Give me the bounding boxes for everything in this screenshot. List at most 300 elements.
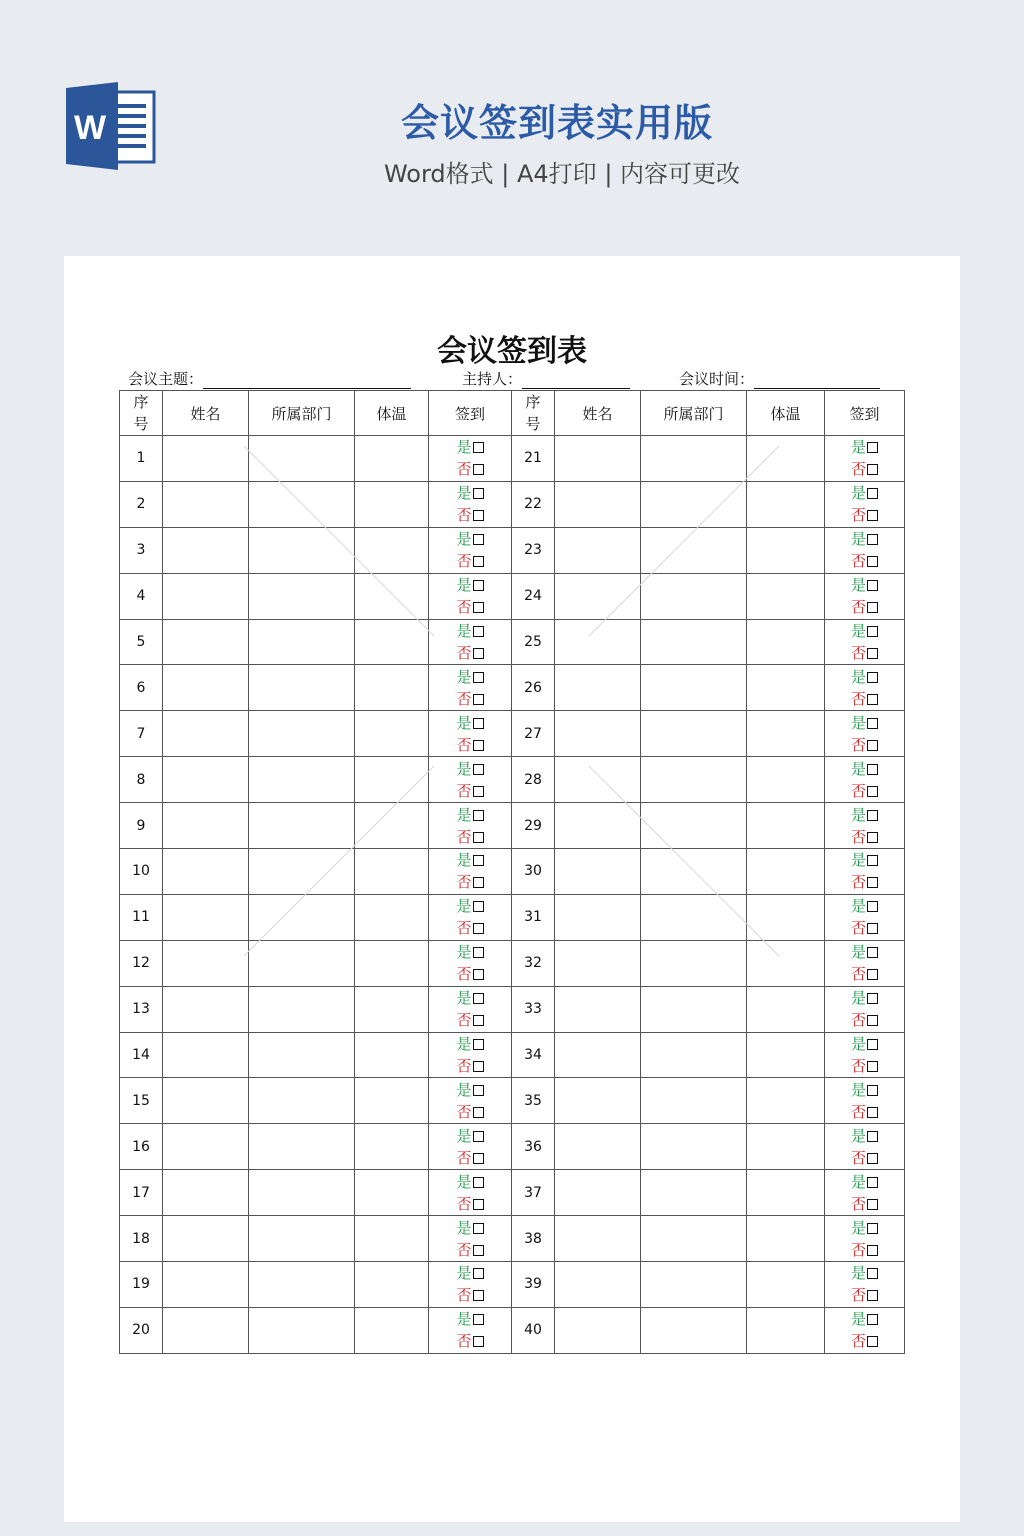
yes-checkbox[interactable] xyxy=(867,1268,878,1279)
temperature-cell[interactable] xyxy=(355,1124,429,1170)
name-cell[interactable] xyxy=(163,1307,249,1353)
no-checkbox[interactable] xyxy=(867,1153,878,1164)
name-cell[interactable] xyxy=(555,619,641,665)
department-cell[interactable] xyxy=(641,940,747,986)
no-checkbox[interactable] xyxy=(473,602,484,613)
no-checkbox[interactable] xyxy=(867,602,878,613)
signin-cell xyxy=(429,436,512,482)
yes-checkbox[interactable] xyxy=(867,1039,878,1050)
department-cell[interactable] xyxy=(249,1262,355,1308)
yes-checkbox[interactable] xyxy=(473,764,484,775)
temperature-cell[interactable] xyxy=(355,1216,429,1262)
signin-cell xyxy=(825,527,905,573)
name-cell[interactable] xyxy=(555,1078,641,1124)
name-cell[interactable] xyxy=(555,986,641,1032)
department-cell[interactable] xyxy=(249,894,355,940)
signin-yes-option[interactable]: 是 xyxy=(429,1217,511,1239)
signin-yes-option[interactable]: 是 xyxy=(825,436,904,458)
yes-checkbox[interactable] xyxy=(473,672,484,683)
meeting-host-field[interactable] xyxy=(462,368,630,389)
department-cell[interactable] xyxy=(641,573,747,619)
no-checkbox[interactable] xyxy=(867,1245,878,1256)
signin-no-option[interactable]: 否 xyxy=(429,1009,511,1031)
temperature-cell[interactable] xyxy=(355,527,429,573)
signin-yes-option[interactable]: 是 xyxy=(825,941,904,963)
name-cell[interactable] xyxy=(555,1262,641,1308)
department-cell[interactable] xyxy=(249,436,355,482)
department-cell[interactable] xyxy=(641,849,747,895)
yes-checkbox[interactable] xyxy=(867,993,878,1004)
name-cell[interactable] xyxy=(163,803,249,849)
signin-cell xyxy=(825,986,905,1032)
department-cell[interactable] xyxy=(249,1307,355,1353)
no-checkbox[interactable] xyxy=(867,510,878,521)
yes-checkbox[interactable] xyxy=(867,442,878,453)
name-cell[interactable] xyxy=(555,757,641,803)
temperature-cell[interactable] xyxy=(355,803,429,849)
temperature-cell[interactable] xyxy=(355,1170,429,1216)
temperature-cell[interactable] xyxy=(355,894,429,940)
meeting-time-field[interactable] xyxy=(679,368,880,389)
signin-no-option[interactable]: 否 xyxy=(429,871,511,893)
temperature-cell[interactable] xyxy=(747,849,825,895)
signin-yes-option[interactable]: 是 xyxy=(429,804,511,826)
name-cell[interactable] xyxy=(163,986,249,1032)
name-cell[interactable] xyxy=(555,1124,641,1170)
signin-yes-option[interactable]: 是 xyxy=(429,1079,511,1101)
no-checkbox[interactable] xyxy=(473,694,484,705)
name-cell[interactable] xyxy=(163,436,249,482)
no-checkbox[interactable] xyxy=(473,1061,484,1072)
yes-checkbox[interactable] xyxy=(473,855,484,866)
signin-yes-option[interactable]: 是 xyxy=(825,666,904,688)
temperature-cell[interactable] xyxy=(355,711,429,757)
signin-no-option[interactable]: 否 xyxy=(825,963,904,985)
yes-checkbox[interactable] xyxy=(867,764,878,775)
signin-no-option[interactable]: 否 xyxy=(429,1284,511,1306)
yes-checkbox[interactable] xyxy=(867,810,878,821)
signin-yes-option[interactable]: 是 xyxy=(825,895,904,917)
department-cell[interactable] xyxy=(249,1124,355,1170)
yes-checkbox[interactable] xyxy=(473,1223,484,1234)
yes-checkbox[interactable] xyxy=(867,1177,878,1188)
no-checkbox[interactable] xyxy=(473,877,484,888)
department-cell[interactable] xyxy=(641,986,747,1032)
meeting-host-blank[interactable] xyxy=(522,372,630,389)
signin-no-option[interactable]: 否 xyxy=(825,688,904,710)
yes-checkbox[interactable] xyxy=(473,488,484,499)
temperature-cell[interactable] xyxy=(747,711,825,757)
department-cell[interactable] xyxy=(641,1262,747,1308)
signin-no-option[interactable]: 否 xyxy=(825,826,904,848)
department-cell[interactable] xyxy=(641,1124,747,1170)
no-checkbox[interactable] xyxy=(867,1290,878,1301)
no-checkbox[interactable] xyxy=(473,556,484,567)
meeting-topic-blank[interactable] xyxy=(203,372,411,389)
signin-yes-option[interactable]: 是 xyxy=(825,712,904,734)
name-cell[interactable] xyxy=(163,619,249,665)
signin-yes-option[interactable]: 是 xyxy=(825,1079,904,1101)
signin-no-option[interactable]: 否 xyxy=(825,1284,904,1306)
department-cell[interactable] xyxy=(641,1032,747,1078)
yes-checkbox[interactable] xyxy=(867,1085,878,1096)
department-cell[interactable] xyxy=(641,1170,747,1216)
signin-no-option[interactable]: 否 xyxy=(825,642,904,664)
temperature-cell[interactable] xyxy=(355,1078,429,1124)
signin-yes-option[interactable]: 是 xyxy=(825,1308,904,1330)
yes-checkbox[interactable] xyxy=(867,901,878,912)
header-seq: 序号 xyxy=(512,391,555,436)
signin-yes-option[interactable]: 是 xyxy=(429,987,511,1009)
no-checkbox[interactable] xyxy=(867,556,878,567)
department-cell[interactable] xyxy=(249,481,355,527)
temperature-cell[interactable] xyxy=(747,619,825,665)
signin-yes-option[interactable]: 是 xyxy=(825,1125,904,1147)
name-cell[interactable] xyxy=(555,849,641,895)
signin-yes-option[interactable]: 是 xyxy=(429,436,511,458)
signin-yes-option[interactable]: 是 xyxy=(429,1308,511,1330)
yes-checkbox[interactable] xyxy=(867,855,878,866)
department-cell[interactable] xyxy=(249,803,355,849)
yes-checkbox[interactable] xyxy=(473,1314,484,1325)
signin-no-option[interactable]: 否 xyxy=(825,1009,904,1031)
yes-checkbox[interactable] xyxy=(867,534,878,545)
signin-yes-option[interactable]: 是 xyxy=(825,1171,904,1193)
no-checkbox[interactable] xyxy=(867,694,878,705)
yes-checkbox[interactable] xyxy=(473,947,484,958)
temperature-cell[interactable] xyxy=(747,757,825,803)
no-checkbox[interactable] xyxy=(867,877,878,888)
department-cell[interactable] xyxy=(641,665,747,711)
yes-checkbox[interactable] xyxy=(867,580,878,591)
signin-no-option[interactable]: 否 xyxy=(429,688,511,710)
signin-no-option[interactable]: 否 xyxy=(825,1193,904,1215)
temperature-cell[interactable] xyxy=(747,1170,825,1216)
no-checkbox[interactable] xyxy=(473,786,484,797)
signin-no-option[interactable]: 否 xyxy=(429,826,511,848)
no-checkbox[interactable] xyxy=(473,832,484,843)
temperature-cell[interactable] xyxy=(355,436,429,482)
yes-checkbox[interactable] xyxy=(473,1131,484,1142)
department-cell[interactable] xyxy=(249,1170,355,1216)
name-cell[interactable] xyxy=(163,1216,249,1262)
department-cell[interactable] xyxy=(249,527,355,573)
signin-no-option[interactable]: 否 xyxy=(429,917,511,939)
name-cell[interactable] xyxy=(555,481,641,527)
department-cell[interactable] xyxy=(249,573,355,619)
signin-no-option[interactable]: 否 xyxy=(429,642,511,664)
yes-checkbox[interactable] xyxy=(867,1131,878,1142)
department-cell[interactable] xyxy=(641,527,747,573)
table-row xyxy=(120,1307,905,1353)
name-cell[interactable] xyxy=(555,665,641,711)
name-cell[interactable] xyxy=(163,573,249,619)
signin-no-option[interactable]: 否 xyxy=(429,1330,511,1352)
signin-no-option[interactable]: 否 xyxy=(825,1055,904,1077)
no-checkbox[interactable] xyxy=(867,786,878,797)
no-checkbox[interactable] xyxy=(867,923,878,934)
signin-yes-option[interactable]: 是 xyxy=(825,758,904,780)
department-cell[interactable] xyxy=(249,1032,355,1078)
temperature-cell[interactable] xyxy=(747,481,825,527)
signin-no-option[interactable]: 否 xyxy=(429,458,511,480)
signin-no-option[interactable]: 否 xyxy=(825,1101,904,1123)
name-cell[interactable] xyxy=(555,803,641,849)
signin-yes-option[interactable]: 是 xyxy=(429,666,511,688)
signin-yes-option[interactable]: 是 xyxy=(825,528,904,550)
department-cell[interactable] xyxy=(641,894,747,940)
no-checkbox[interactable] xyxy=(473,510,484,521)
name-cell[interactable] xyxy=(555,1170,641,1216)
department-cell[interactable] xyxy=(641,619,747,665)
yes-checkbox[interactable] xyxy=(473,993,484,1004)
no-checkbox[interactable] xyxy=(867,1199,878,1210)
no-checkbox[interactable] xyxy=(473,648,484,659)
yes-checkbox[interactable] xyxy=(473,901,484,912)
signin-yes-option[interactable]: 是 xyxy=(825,1217,904,1239)
signin-yes-option[interactable]: 是 xyxy=(825,1262,904,1284)
signin-no-option[interactable]: 否 xyxy=(825,458,904,480)
yes-checkbox[interactable] xyxy=(867,947,878,958)
signin-no-option[interactable]: 否 xyxy=(429,1101,511,1123)
signin-yes-option[interactable]: 是 xyxy=(825,804,904,826)
department-cell[interactable] xyxy=(641,757,747,803)
signin-yes-option[interactable]: 是 xyxy=(825,574,904,596)
department-cell[interactable] xyxy=(641,1307,747,1353)
signin-yes-option[interactable]: 是 xyxy=(429,620,511,642)
yes-checkbox[interactable] xyxy=(867,1223,878,1234)
name-cell[interactable] xyxy=(163,1032,249,1078)
name-cell[interactable] xyxy=(163,1262,249,1308)
temperature-cell[interactable] xyxy=(355,757,429,803)
signin-cell xyxy=(429,711,512,757)
temperature-cell[interactable] xyxy=(747,1078,825,1124)
signin-no-option[interactable]: 否 xyxy=(825,1239,904,1261)
yes-checkbox[interactable] xyxy=(473,718,484,729)
meeting-time-blank[interactable] xyxy=(754,372,880,389)
signin-yes-option[interactable]: 是 xyxy=(429,941,511,963)
no-checkbox[interactable] xyxy=(473,969,484,980)
signin-yes-option[interactable]: 是 xyxy=(429,528,511,550)
name-cell[interactable] xyxy=(555,711,641,757)
temperature-cell[interactable] xyxy=(747,1262,825,1308)
yes-checkbox[interactable] xyxy=(473,810,484,821)
no-checkbox[interactable] xyxy=(867,740,878,751)
department-cell[interactable] xyxy=(249,1216,355,1262)
department-cell[interactable] xyxy=(249,711,355,757)
temperature-cell[interactable] xyxy=(747,527,825,573)
no-checkbox[interactable] xyxy=(867,1061,878,1072)
signin-yes-option[interactable]: 是 xyxy=(429,1262,511,1284)
signin-no-option[interactable]: 否 xyxy=(825,917,904,939)
yes-checkbox[interactable] xyxy=(473,1039,484,1050)
department-cell[interactable] xyxy=(249,1078,355,1124)
yes-checkbox[interactable] xyxy=(473,1268,484,1279)
signin-yes-option[interactable]: 是 xyxy=(825,849,904,871)
signin-no-option[interactable]: 否 xyxy=(429,550,511,572)
yes-checkbox[interactable] xyxy=(473,534,484,545)
temperature-cell[interactable] xyxy=(747,1124,825,1170)
yes-checkbox[interactable] xyxy=(473,1085,484,1096)
temperature-cell[interactable] xyxy=(747,986,825,1032)
signin-no-option[interactable]: 否 xyxy=(429,734,511,756)
yes-checkbox[interactable] xyxy=(867,1314,878,1325)
signin-yes-option[interactable]: 是 xyxy=(429,574,511,596)
temperature-cell[interactable] xyxy=(355,1307,429,1353)
name-cell[interactable] xyxy=(163,940,249,986)
temperature-cell[interactable] xyxy=(747,573,825,619)
meeting-topic-field[interactable] xyxy=(128,368,411,389)
no-checkbox[interactable] xyxy=(867,832,878,843)
signin-no-option[interactable]: 否 xyxy=(825,504,904,526)
temperature-cell[interactable] xyxy=(747,803,825,849)
yes-checkbox[interactable] xyxy=(867,626,878,637)
department-cell[interactable] xyxy=(641,803,747,849)
name-cell[interactable] xyxy=(163,1170,249,1216)
signin-yes-option[interactable]: 是 xyxy=(429,849,511,871)
name-cell[interactable] xyxy=(163,1078,249,1124)
signin-no-option[interactable]: 否 xyxy=(825,1330,904,1352)
department-cell[interactable] xyxy=(249,849,355,895)
department-cell[interactable] xyxy=(249,665,355,711)
department-cell[interactable] xyxy=(249,986,355,1032)
name-cell[interactable] xyxy=(163,894,249,940)
signin-yes-option[interactable]: 是 xyxy=(825,620,904,642)
signin-no-option[interactable]: 否 xyxy=(825,734,904,756)
yes-checkbox[interactable] xyxy=(867,672,878,683)
yes-checkbox[interactable] xyxy=(867,718,878,729)
signin-yes-option[interactable]: 是 xyxy=(429,712,511,734)
no-checkbox[interactable] xyxy=(473,1336,484,1347)
temperature-cell[interactable] xyxy=(355,573,429,619)
temperature-cell[interactable] xyxy=(747,665,825,711)
seq-cell: 26 xyxy=(512,665,555,711)
department-cell[interactable] xyxy=(641,711,747,757)
yes-checkbox[interactable] xyxy=(473,1177,484,1188)
temperature-cell[interactable] xyxy=(747,940,825,986)
department-cell[interactable] xyxy=(249,940,355,986)
no-checkbox[interactable] xyxy=(867,464,878,475)
no-checkbox[interactable] xyxy=(867,1336,878,1347)
name-cell[interactable] xyxy=(555,1216,641,1262)
no-checkbox[interactable] xyxy=(867,1107,878,1118)
temperature-cell[interactable] xyxy=(747,894,825,940)
name-cell[interactable] xyxy=(555,436,641,482)
name-cell[interactable] xyxy=(555,527,641,573)
no-checkbox[interactable] xyxy=(473,1245,484,1256)
no-checkbox[interactable] xyxy=(867,648,878,659)
signin-yes-option[interactable]: 是 xyxy=(429,1125,511,1147)
temperature-cell[interactable] xyxy=(355,619,429,665)
signin-no-option[interactable]: 否 xyxy=(825,1147,904,1169)
no-checkbox[interactable] xyxy=(473,740,484,751)
no-checkbox[interactable] xyxy=(473,1015,484,1026)
signin-no-option[interactable]: 否 xyxy=(429,963,511,985)
name-cell[interactable] xyxy=(163,711,249,757)
yes-checkbox[interactable] xyxy=(473,626,484,637)
yes-checkbox[interactable] xyxy=(473,580,484,591)
no-checkbox[interactable] xyxy=(867,1015,878,1026)
name-cell[interactable] xyxy=(163,1124,249,1170)
temperature-cell[interactable] xyxy=(355,940,429,986)
yes-checkbox[interactable] xyxy=(867,488,878,499)
seq-cell: 11 xyxy=(120,894,163,940)
department-cell[interactable] xyxy=(641,1216,747,1262)
signin-no-option[interactable]: 否 xyxy=(429,1147,511,1169)
name-cell[interactable] xyxy=(163,757,249,803)
name-cell[interactable] xyxy=(555,894,641,940)
department-cell[interactable] xyxy=(641,1078,747,1124)
header-signin: 签到 xyxy=(429,391,512,436)
name-cell[interactable] xyxy=(555,1307,641,1353)
signin-yes-option[interactable]: 是 xyxy=(429,1171,511,1193)
signin-yes-option[interactable]: 是 xyxy=(825,1033,904,1055)
name-cell[interactable] xyxy=(163,481,249,527)
signin-no-option[interactable]: 否 xyxy=(429,1193,511,1215)
temperature-cell[interactable] xyxy=(355,665,429,711)
signin-yes-option[interactable]: 是 xyxy=(429,758,511,780)
temperature-cell[interactable] xyxy=(355,1262,429,1308)
temperature-cell[interactable] xyxy=(355,986,429,1032)
signin-no-option[interactable]: 否 xyxy=(429,1055,511,1077)
temperature-cell[interactable] xyxy=(747,436,825,482)
no-checkbox[interactable] xyxy=(473,464,484,475)
no-checkbox[interactable] xyxy=(473,1153,484,1164)
document-title: 会议签到表 xyxy=(437,334,587,369)
temperature-cell[interactable] xyxy=(355,1032,429,1078)
signin-yes-option[interactable]: 是 xyxy=(429,895,511,917)
yes-checkbox[interactable] xyxy=(473,442,484,453)
signin-yes-option[interactable]: 是 xyxy=(429,1033,511,1055)
name-cell[interactable] xyxy=(555,573,641,619)
seq-cell: 18 xyxy=(120,1216,163,1262)
signin-no-option[interactable]: 否 xyxy=(825,871,904,893)
name-cell[interactable] xyxy=(555,1032,641,1078)
signin-no-option[interactable]: 否 xyxy=(429,1239,511,1261)
name-cell[interactable] xyxy=(555,940,641,986)
department-cell[interactable] xyxy=(641,481,747,527)
temperature-cell[interactable] xyxy=(747,1032,825,1078)
no-checkbox[interactable] xyxy=(473,923,484,934)
department-cell[interactable] xyxy=(249,619,355,665)
temperature-cell[interactable] xyxy=(355,849,429,895)
signin-yes-option[interactable]: 是 xyxy=(825,482,904,504)
signin-no-option[interactable]: 否 xyxy=(429,596,511,618)
temperature-cell[interactable] xyxy=(747,1307,825,1353)
signin-no-option[interactable]: 否 xyxy=(429,780,511,802)
signin-yes-option[interactable]: 是 xyxy=(825,987,904,1009)
signin-yes-option[interactable]: 是 xyxy=(429,482,511,504)
no-checkbox[interactable] xyxy=(473,1290,484,1301)
no-checkbox[interactable] xyxy=(473,1199,484,1210)
department-cell[interactable] xyxy=(641,436,747,482)
signin-cell xyxy=(429,1032,512,1078)
temperature-cell[interactable] xyxy=(355,481,429,527)
name-cell[interactable] xyxy=(163,849,249,895)
signin-no-option[interactable]: 否 xyxy=(825,550,904,572)
department-cell[interactable] xyxy=(249,757,355,803)
no-checkbox[interactable] xyxy=(473,1107,484,1118)
signin-no-option[interactable]: 否 xyxy=(429,504,511,526)
signin-no-option[interactable]: 否 xyxy=(825,780,904,802)
temperature-cell[interactable] xyxy=(747,1216,825,1262)
name-cell[interactable] xyxy=(163,527,249,573)
seq-cell: 9 xyxy=(120,803,163,849)
signin-no-option[interactable]: 否 xyxy=(825,596,904,618)
no-checkbox[interactable] xyxy=(867,969,878,980)
header-department: 所属部门 xyxy=(641,391,747,436)
name-cell[interactable] xyxy=(163,665,249,711)
